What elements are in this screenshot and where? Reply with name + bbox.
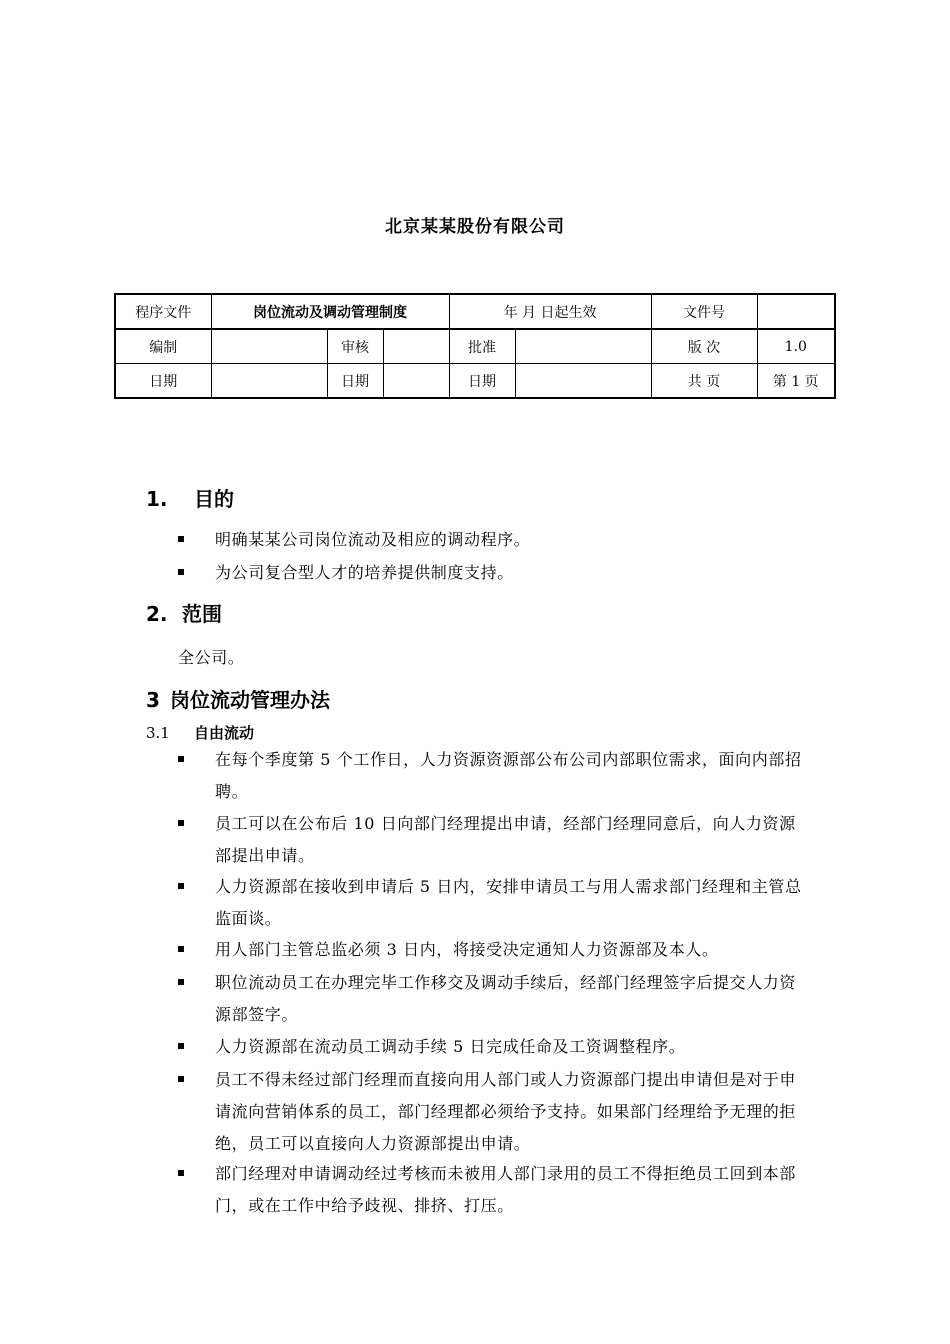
- approve-label-cell: 批准: [449, 329, 515, 364]
- doc-type-cell: 程序文件: [115, 294, 211, 329]
- date2-value-cell: [383, 364, 449, 399]
- doc-no-label-cell: 文件号: [651, 294, 757, 329]
- bullet-square-icon: [178, 979, 184, 985]
- section-2-number: 2.: [146, 602, 168, 626]
- list-item: 明确某某公司岗位流动及相应的调动程序。: [178, 524, 808, 556]
- version-label-cell: 版 次: [651, 329, 757, 364]
- date1-label-cell: 日期: [115, 364, 211, 399]
- version-value-cell: 1.0: [757, 329, 835, 364]
- list-item: 人力资源部在流动员工调动手续 5 日完成任命及工资调整程序。: [178, 1031, 808, 1063]
- section-2-title: 范围: [182, 602, 222, 626]
- prepared-value-cell: [211, 329, 327, 364]
- section-3-heading: [146, 684, 330, 713]
- approve-value-cell: [515, 329, 651, 364]
- company-name: 北京某某股份有限公司: [385, 217, 565, 237]
- prepared-label-cell: 编制: [115, 329, 211, 364]
- header-row-1: [115, 294, 835, 329]
- date3-value-cell: [515, 364, 651, 399]
- section-1-heading: [146, 483, 234, 512]
- list-item: 员工可以在公布后 10 日向部门经理提出申请，经部门经理同意后，向人力资源部提出申请。: [178, 808, 808, 872]
- section-3-number: 3: [146, 688, 160, 712]
- bullet-square-icon: [178, 1170, 184, 1176]
- section-2-heading: [146, 598, 222, 627]
- date1-value-cell: [211, 364, 327, 399]
- list-item: 职位流动员工在办理完毕工作移交及调动手续后，经部门经理签字后提交人力资源部签字。: [178, 967, 808, 1031]
- header-row-3: [115, 364, 835, 399]
- doc-title-cell: 岗位流动及调动管理制度: [211, 294, 449, 329]
- review-value-cell: [383, 329, 449, 364]
- bullet-square-icon: [178, 569, 184, 575]
- page-value-cell: 第 1 页: [757, 364, 835, 399]
- date2-label-cell: 日期: [327, 364, 383, 399]
- section-3-title: 岗位流动管理办法: [170, 688, 330, 712]
- list-item: 部门经理对申请调动经过考核而未被用人部门录用的员工不得拒绝员工回到本部门，或在工作中给予歧视、排挤、打压。: [178, 1158, 808, 1222]
- bullet-square-icon: [178, 820, 184, 826]
- section-3-1-number: 3.1: [146, 724, 170, 742]
- pages-label-cell: 共 页: [651, 364, 757, 399]
- review-label-cell: 审核: [327, 329, 383, 364]
- section-1-number: 1.: [146, 487, 168, 511]
- header-row-2: [115, 329, 835, 364]
- section-2-text: 全公司。: [178, 648, 245, 667]
- bullet-square-icon: [178, 1076, 184, 1082]
- section-3-1-heading: [146, 722, 254, 743]
- section-1-title: 目的: [194, 487, 234, 511]
- effective-date-cell: 年 月 日起生效: [449, 294, 651, 329]
- document-header-table: [114, 293, 836, 399]
- section-3-1-title: 自由流动: [194, 724, 255, 742]
- list-item: 为公司复合型人才的培养提供制度支持。: [178, 557, 808, 589]
- list-item: 员工不得未经过部门经理而直接向用人部门或人力资源部门提出申请但是对于申请流向营销体系的员工，部门经理都必须给予支持。如果部门经理给予无理的拒绝，员工可以直接向人力资源部提出申请。: [178, 1064, 808, 1160]
- list-item: 人力资源部在接收到申请后 5 日内，安排申请员工与用人需求部门经理和主管总监面谈。: [178, 871, 808, 935]
- doc-no-value-cell: [757, 294, 835, 329]
- list-item: 用人部门主管总监必须 3 日内，将接受决定通知人力资源部及本人。: [178, 934, 808, 966]
- bullet-square-icon: [178, 946, 184, 952]
- bullet-square-icon: [178, 1043, 184, 1049]
- bullet-square-icon: [178, 883, 184, 889]
- list-item: 在每个季度第 5 个工作日，人力资源资源部公布公司内部职位需求，面向内部招聘。: [178, 744, 808, 808]
- bullet-square-icon: [178, 756, 184, 762]
- bullet-square-icon: [178, 536, 184, 542]
- date3-label-cell: 日期: [449, 364, 515, 399]
